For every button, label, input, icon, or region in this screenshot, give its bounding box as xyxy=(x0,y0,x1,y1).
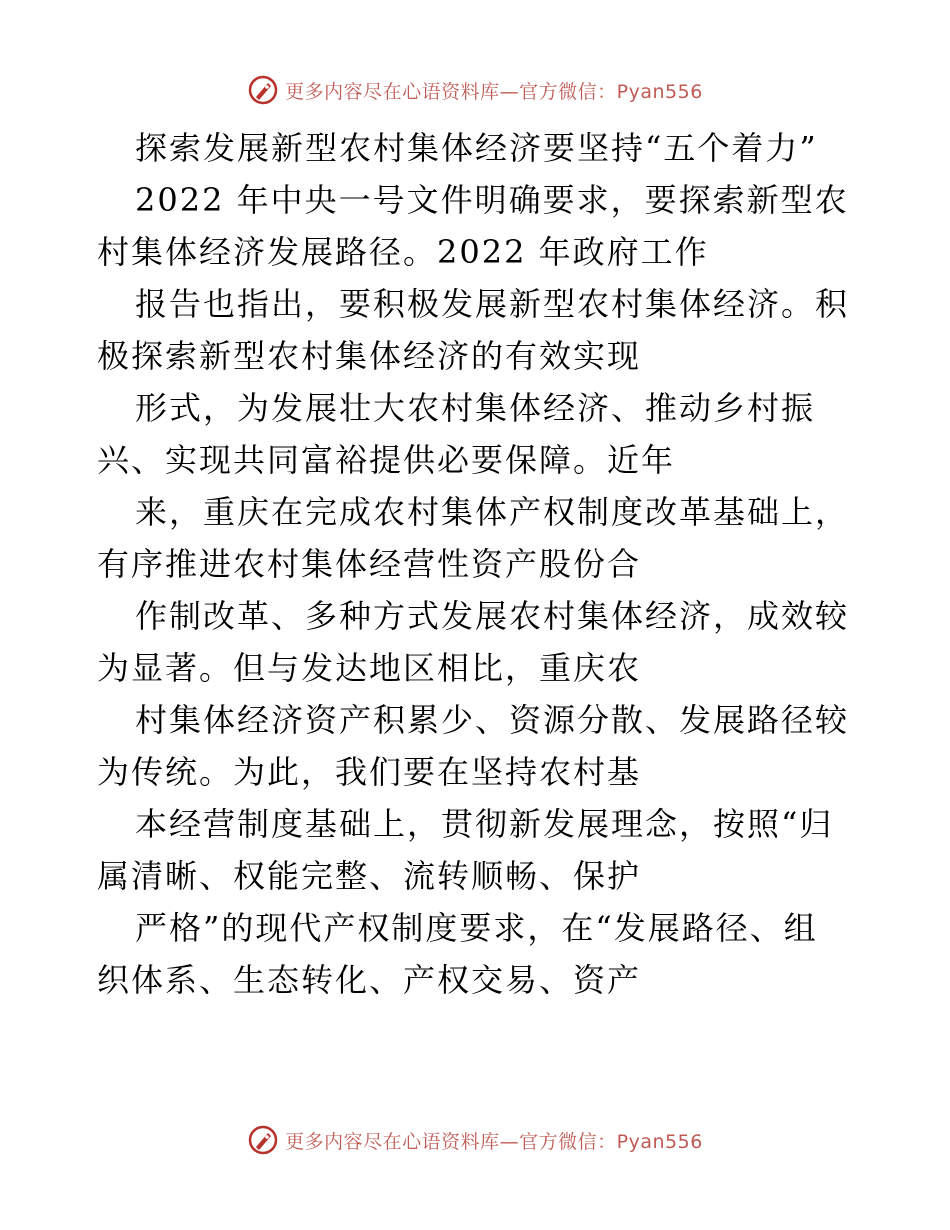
text-line: 兴、实现共同富裕提供必要保障。近年 xyxy=(97,441,676,479)
text-line: 有序推进农村集体经营性资产股份合 xyxy=(97,545,642,583)
text-line: 为显著。但与发达地区相比，重庆农 xyxy=(97,649,642,687)
text-line: 织体系、生态转化、产权交易、资产 xyxy=(97,961,642,999)
text-line: 村集体经济资产积累少、资源分散、发展路径较 xyxy=(135,701,850,739)
pen-nib-logo-icon xyxy=(247,1124,279,1156)
footer-watermark xyxy=(0,1120,950,1160)
text-line: 为传统。为此，我们要在坚持农村基 xyxy=(97,753,642,791)
text-line: 探索发展新型农村集体经济要坚持“五个着力” xyxy=(135,129,818,167)
header-watermark-text: 更多内容尽在心语资料库—官方微信：Pyan556 xyxy=(285,80,703,103)
text-line: 作制改革、多种方式发展农村集体经济，成效较 xyxy=(135,597,850,635)
header-watermark xyxy=(0,70,950,110)
text-line: 来，重庆在完成农村集体产权制度改革基础上， xyxy=(135,493,850,531)
text-line: 本经营制度基础上，贯彻新发展理念，按照“归 xyxy=(135,805,834,843)
text-line: 报告也指出，要积极发展新型农村集体经济。积 xyxy=(135,285,850,323)
text-line: 极探索新型农村集体经济的有效实现 xyxy=(97,337,642,375)
pen-nib-logo-icon xyxy=(247,74,279,106)
text-line: 形式，为发展壮大农村集体经济、推动乡村振 xyxy=(135,389,816,427)
footer-watermark-text: 更多内容尽在心语资料库—官方微信：Pyan556 xyxy=(285,1130,703,1153)
document-body xyxy=(97,122,877,1006)
text-line: 2022 年中央一号文件明确要求，要探索新型农 xyxy=(135,181,849,219)
text-line: 严格”的现代产权制度要求，在“发展路径、组 xyxy=(135,909,818,947)
text-line: 村集体经济发展路径。2022 年政府工作 xyxy=(97,233,709,271)
text-line: 属清晰、权能完整、流转顺畅、保护 xyxy=(97,857,642,895)
